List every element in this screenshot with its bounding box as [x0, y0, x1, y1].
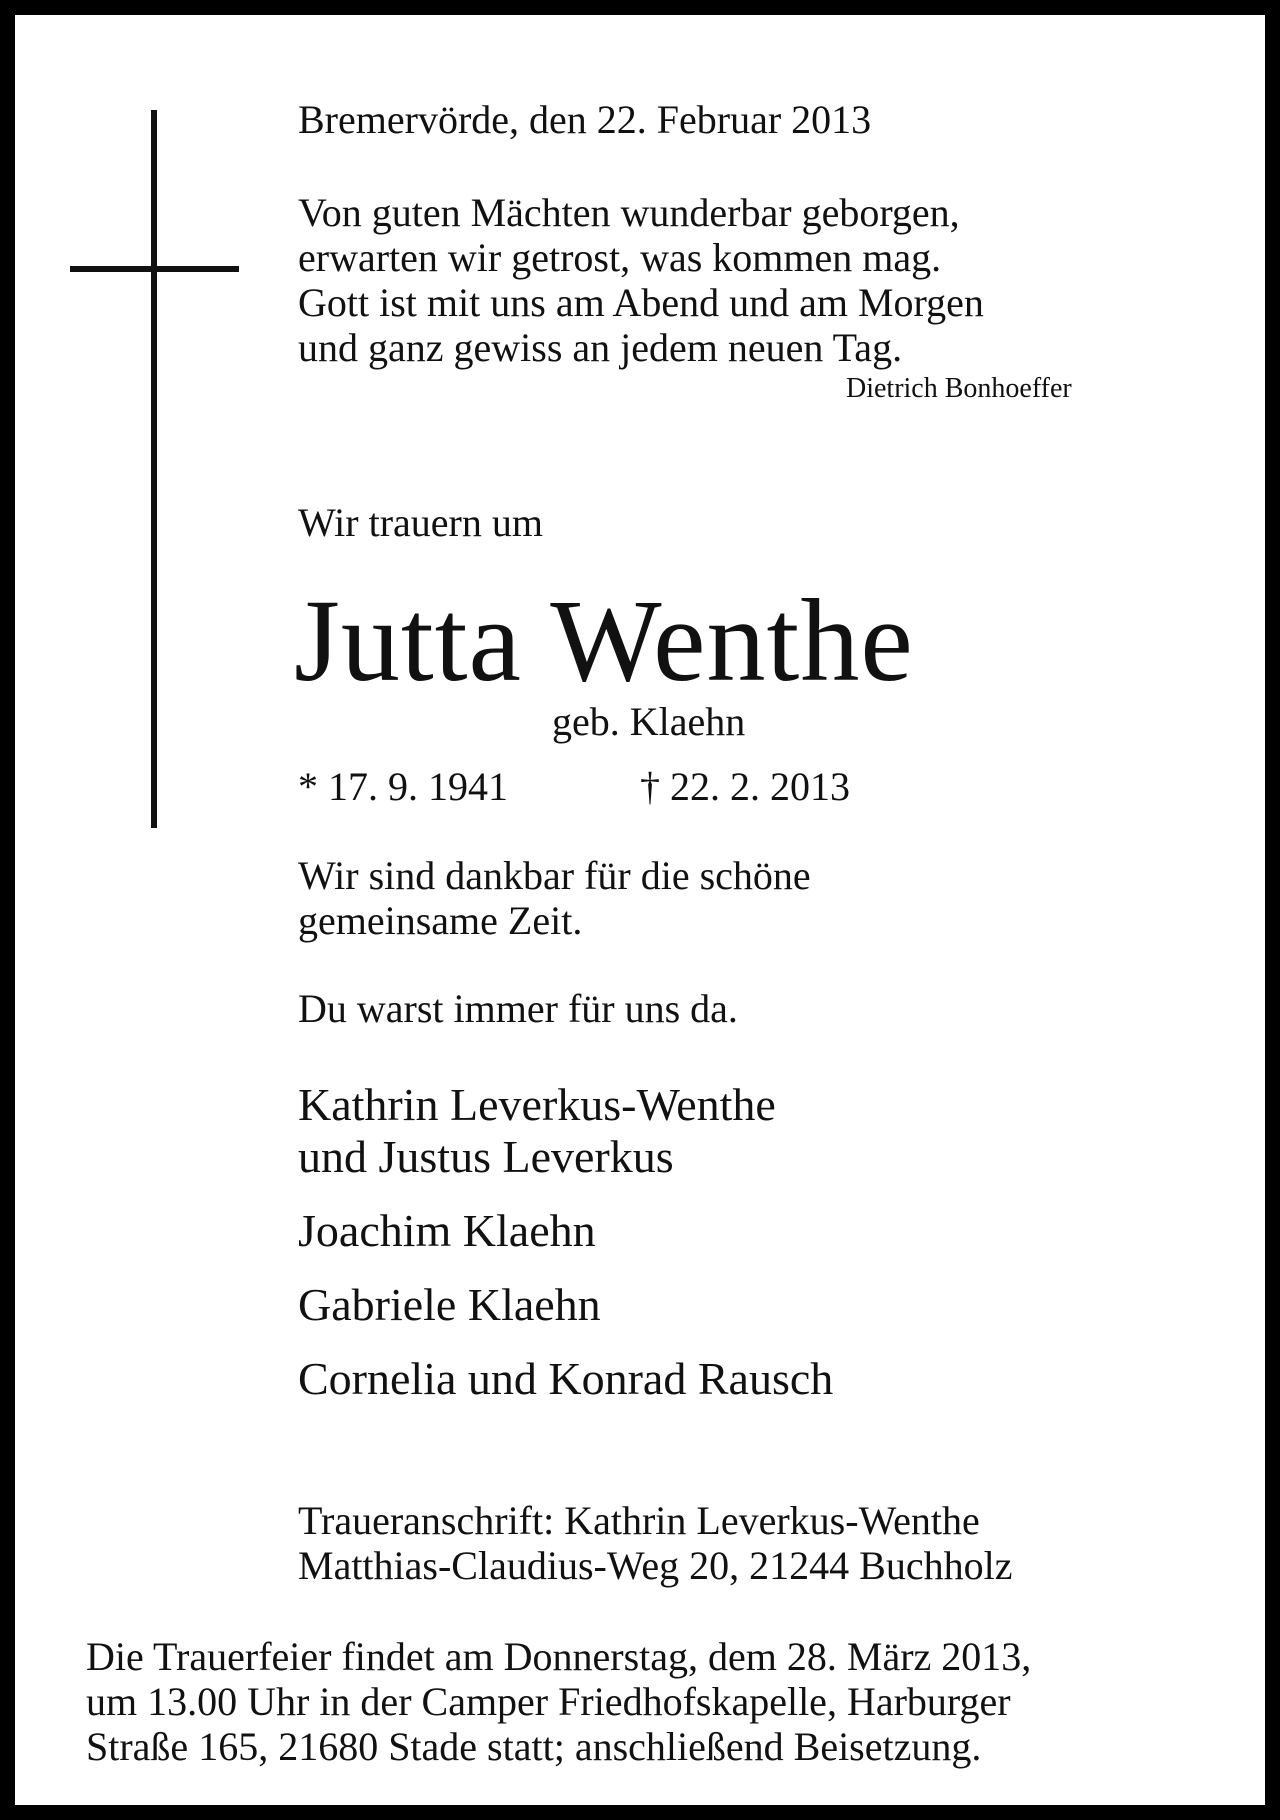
cross-vertical-bar — [151, 110, 157, 828]
cross-horizontal-bar — [70, 266, 239, 272]
poem — [298, 190, 984, 370]
address-line: Matthias-Claudius-Weg 20, 21244 Buchholz — [298, 1543, 1013, 1588]
mourner-group — [298, 1205, 833, 1257]
mourners-list — [298, 1079, 833, 1427]
poem-author: Dietrich Bonhoeffer — [846, 373, 1072, 404]
maiden-name: geb. Klaehn — [552, 699, 746, 744]
thanks-line: gemeinsame Zeit. — [298, 898, 583, 943]
service-line: um 13.00 Uhr in der Camper Friedhofskapelle, Harburger — [86, 1679, 1011, 1724]
mourner-group — [298, 1353, 833, 1405]
address-line: Traueranschrift: Kathrin Leverkus-Wenthe — [298, 1498, 980, 1543]
mourning-address — [298, 1498, 1012, 1588]
mourner-line: Gabriele Klaehn — [298, 1279, 601, 1330]
service-line: Die Trauerfeier findet am Donnerstag, dem 28. März 2013, — [86, 1634, 1032, 1679]
mourner-line: Joachim Klaehn — [298, 1205, 596, 1256]
death-date: † 22. 2. 2013 — [640, 764, 850, 809]
thanks-line: Wir sind dankbar für die schöne — [298, 853, 811, 898]
poem-line: Gott ist mit uns am Abend und am Morgen — [298, 280, 984, 325]
always-there-text: Du warst immer für uns da. — [298, 986, 738, 1031]
funeral-service-info — [86, 1634, 1031, 1769]
service-line: Straße 165, 21680 Stade statt; anschließend Beisetzung. — [86, 1724, 982, 1769]
mourner-line: und Justus Leverkus — [298, 1131, 674, 1182]
birth-date: * 17. 9. 1941 — [298, 764, 508, 809]
thanks-text — [298, 853, 811, 943]
mourner-line: Kathrin Leverkus-Wenthe — [298, 1079, 776, 1130]
place-date: Bremervörde, den 22. Februar 2013 — [298, 97, 872, 142]
poem-line: und ganz gewiss an jedem neuen Tag. — [298, 325, 903, 370]
deceased-name: Jutta Wenthe — [294, 575, 914, 706]
mourner-line: Cornelia und Konrad Rausch — [298, 1353, 834, 1404]
mourner-group — [298, 1279, 833, 1331]
mourner-group — [298, 1079, 833, 1183]
mourning-intro: Wir trauern um — [298, 500, 543, 545]
poem-line: Von guten Mächten wunderbar geborgen, — [298, 190, 960, 235]
poem-line: erwarten wir getrost, was kommen mag. — [298, 235, 942, 280]
